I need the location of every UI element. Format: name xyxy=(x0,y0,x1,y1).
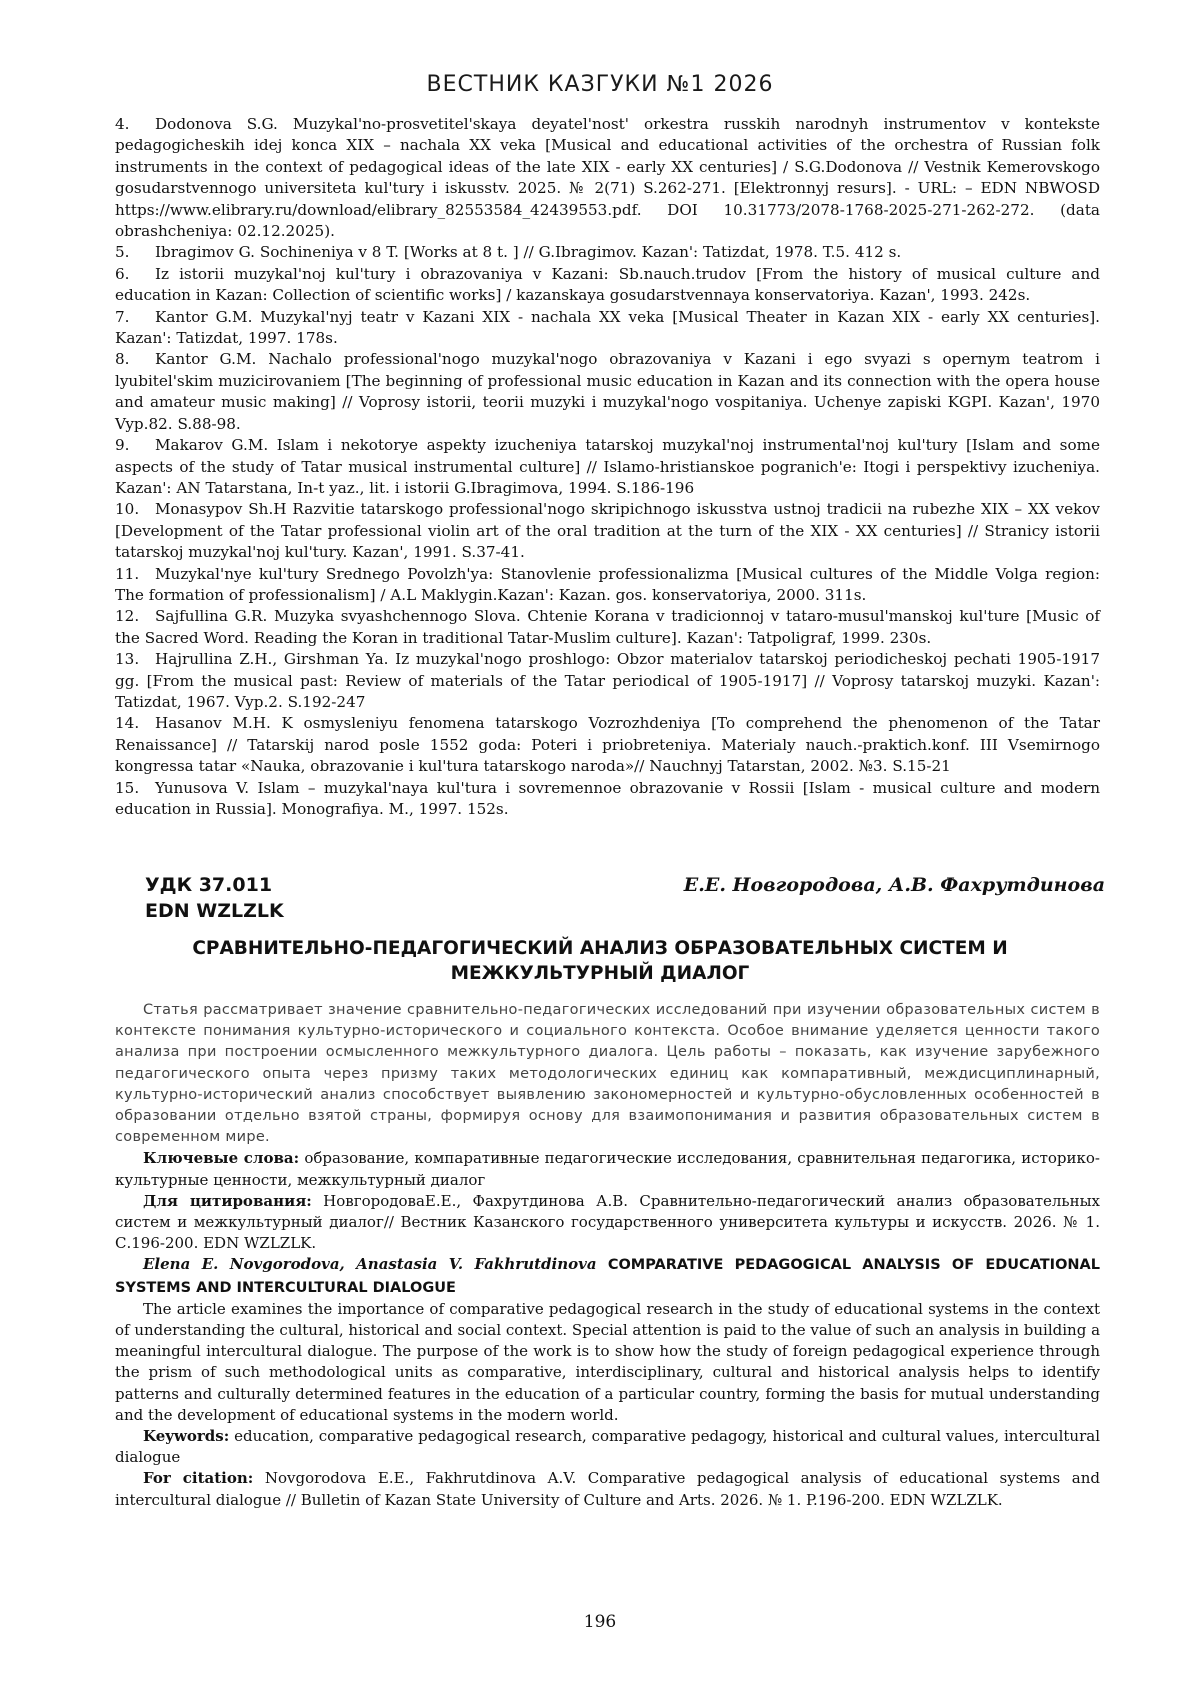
reference-number: 5. xyxy=(115,243,130,262)
reference-item xyxy=(115,606,1100,649)
reference-item xyxy=(115,564,1100,607)
reference-text: Hajrullina Z.H., Girshman Ya. Iz muzykal'nogo proshlogo: Obzor materialov tatarskoj periodicheskoj pechati 1905-1917 gg. [From the musical past: Review of materials of the Tatar periodical of 1905-1917] // Voprosy tatarskoj muzyki. Kazan': Tatizdat, 1967. Vyp.2. S.192-247 xyxy=(115,650,1100,711)
reference-number: 9. xyxy=(115,436,130,455)
reference-item xyxy=(115,242,1100,263)
reference-item xyxy=(115,114,1100,242)
reference-text: Kantor G.M. Nachalo professional'nogo muzykal'nogo obrazovaniya v Kazani i ego svyazi s opernym teatrom i lyubitel'skim muzicirovaniem [The beginning of professional music education in Kazan and its connection with the opera house and amateur music making] // Voprosy istorii, teorii muzyki i muzykal'nogo vospitaniya. Uchenye zapiski KGPI. Kazan', 1970 Vyp.82. S.88-98. xyxy=(115,350,1100,433)
reference-list xyxy=(115,114,1100,820)
reference-number: 15. xyxy=(115,778,140,797)
reference-item xyxy=(115,349,1100,435)
keywords-ru xyxy=(115,1148,1100,1190)
keywords-ru-text: образование, компаративные педагогические исследования, сравнительная педагогика, историко-культурные ценности, межкультурный диалог xyxy=(115,1149,1100,1189)
abstract-ru: Статья рассматривает значение сравнительно-педагогических исследований при изучении образовательных систем в контексте понимания культурно-исторического и социального контекста. Особое внимание уделяется ценности такого анализа при построении осмысленного межкультурного диалога. Цель работы – показать, как изучение зарубежного педагогического опыта через призму таких методологических единиц как компаративный, междисциплинарный, культурно-исторический анализ способствует выявлению закономерностей и культурно-обусловленных особенностей в образовании отдельно взятой страны, формируя основу для взаимопонимания и развития образовательных систем в современном мире. xyxy=(115,1002,1100,1146)
reference-text: Ibragimov G. Sochineniya v 8 T. [Works at 8 t. ] // G.Ibragimov. Kazan': Tatizdat, 1978. T.5. 412 s. xyxy=(155,243,902,262)
reference-number: 11. xyxy=(115,564,140,583)
abstract-block xyxy=(115,1000,1100,1511)
reference-number: 8. xyxy=(115,350,130,369)
reference-text: Monasypov Sh.H Razvitie tatarskogo professional'nogo skripichnogo iskusstva ustnoj tradicii na rubezhe XIX – XX vekov [Development of the Tatar professional violin art of the oral tradition at the turn of the XIX - XX centuries] // Stranicy istorii tatarskoj muzykal'noj kul'tury. Kazan', 1991. S.37-41. xyxy=(115,500,1100,562)
reference-item xyxy=(115,649,1100,713)
reference-number: 13. xyxy=(115,650,140,669)
keywords-en xyxy=(115,1426,1100,1468)
keywords-en-label: Keywords: xyxy=(143,1427,230,1446)
citation-en-label: For citation: xyxy=(143,1469,254,1488)
reference-number: 12. xyxy=(115,607,140,626)
edn-code: EDN WZLZLK xyxy=(145,900,284,922)
article-authors: Е.Е. Новгородова, А.В. Фахрутдинова xyxy=(683,874,1105,896)
citation-en-text: Novgorodova E.E., Fakhrutdinova A.V. Comparative pedagogical analysis of educational systems and intercultural dialogue // Bulletin of Kazan State University of Culture and Arts. 2026. № 1. P.196-200. EDN WZLZLK. xyxy=(115,1469,1100,1509)
reference-item xyxy=(115,307,1100,350)
reference-text: Kantor G.M. Muzykal'nyj teatr v Kazani XIX - nachala XX veka [Musical Theater in Kazan XIX - early XX centuries]. Kazan': Tatizdat, 1997. 178s. xyxy=(115,307,1100,348)
reference-item xyxy=(115,264,1100,307)
udk-code: УДК 37.011 xyxy=(145,874,273,896)
reference-text: Iz istorii muzykal'noj kul'tury i obrazovaniya v Kazani: Sb.nauch.trudov [From the history of musical culture and education in Kazan: Collection of scientific works] / kazanskaya gosudarstvennaya konservatoriya. Kazan', 1993. 242s. xyxy=(115,264,1100,305)
reference-text: Muzykal'nye kul'tury Srednego Povolzh'ya: Stanovlenie professionalizma [Musical cultures of the Middle Volga region: The formation of professionalism] / A.L Maklygin.Kazan': Kazan. gos. konservatoriya, 2000. 311s. xyxy=(115,564,1100,604)
abstract-en: The article examines the importance of comparative pedagogical research in the study of educational systems in the context of understanding the cultural, historical and social context. Special attention is paid to the value of such an analysis in building a meaningful intercultural dialogue. The purpose of the work is to show how the study of foreign pedagogical experience through the prism of such methodological units as comparative, interdisciplinary, cultural and historical analysis helps to identify patterns and culturally determined features in the education of a particular country, forming the basis for mutual understanding and the development of educational systems in the modern world. xyxy=(115,1299,1101,1424)
english-authors: Elena E. Novgorodova, Anastasia V. Fakhrutdinova xyxy=(143,1255,597,1274)
reference-item xyxy=(115,499,1100,563)
reference-text: Dodonova S.G. Muzykal'no-prosvetitel'skaya deyatel'nost' orkestra russkih narodnyh instrumentov v kontekste pedagogicheskih idej konca XIX – nachala XX veka [Musical and educational activities of the orchestra of Russian folk instruments in the context of pedagogical ideas of the late XIX - early XX centuries] / S.G.Dodonova // Vestnik Kemerovskogo gosudarstvennogo universiteta kul'tury i iskusstv. 2025. № 2(71) S.262-271. [Elektronnyj resurs]. - URL: – EDN NBWOSD https://www.elibrary.ru/download/elibrary_82553584_42439553.pdf. DOI 10.31773/2078-1768-2025-271-262-272. (data obrashcheniya: 02.12.2025). xyxy=(115,115,1100,241)
reference-text: Makarov G.M. Islam i nekotorye aspekty izucheniya tatarskoj muzykal'noj instrumental'noj kul'tury [Islam and some aspects of the study of Tatar musical instrumental culture] // Islamo-hristianskoe pogranich'e: Itogi i perspektivy izucheniya. Kazan': AN Tatarstana, In-t yaz., lit. i istorii G.Ibragimova, 1994. S.186-196 xyxy=(115,436,1100,497)
reference-number: 14. xyxy=(115,714,140,733)
citation-en xyxy=(115,1468,1100,1510)
page-number: 196 xyxy=(583,1612,617,1632)
citation-ru xyxy=(115,1191,1100,1255)
reference-number: 6. xyxy=(115,264,130,283)
keywords-en-text: education, comparative pedagogical research, comparative pedagogy, historical and cultural values, intercultural dialogue xyxy=(115,1427,1100,1467)
keywords-ru-label: Ключевые слова: xyxy=(143,1149,300,1168)
reference-text: Yunusova V. Islam – muzykal'naya kul'tura i sovremennoe obrazovanie v Rossii [Islam - musical culture and modern education in Russia]. Monografiya. M., 1997. 152s. xyxy=(115,778,1100,818)
english-heading xyxy=(115,1254,1100,1298)
reference-text: Hasanov M.H. K osmysleniyu fenomena tatarskogo Vozrozhdeniya [To comprehend the phenomenon of the Tatar Renaissance] // Tatarskij narod posle 1552 goda: Poteri i priobreteniya. Materialy nauch.-praktich.konf. III Vsemirnogo kongressa tatar «Nauka, obrazovanie i kul'tura tatarskogo naroda»// Nauchnyj Tatarstan, 2002. №3. S.15-21 xyxy=(115,714,1100,776)
reference-item xyxy=(115,713,1100,777)
article-title: СРАВНИТЕЛЬНО-ПЕДАГОГИЧЕСКИЙ АНАЛИЗ ОБРАЗОВАТЕЛЬНЫХ СИСТЕМ И МЕЖКУЛЬТУРНЫЙ ДИАЛОГ xyxy=(192,938,1008,984)
reference-number: 4. xyxy=(115,115,130,133)
reference-text: Sajfullina G.R. Muzyka svyashchennogo Slova. Chtenie Korana v tradicionnoj v tataro-musul'manskoj kul'ture [Music of the Sacred Word. Reading the Koran in traditional Tatar-Muslim culture]. Kazan': Tatpoligraf, 1999. 230s. xyxy=(115,607,1100,647)
english-title: COMPARATIVE PEDAGOGICAL ANALYSIS OF EDUCATIONAL SYSTEMS AND INTERCULTURAL DIALOGUE xyxy=(115,1257,1101,1296)
citation-ru-text: НовгородоваЕ.Е., Фахрутдинова А.В. Сравнительно-педагогический анализ образовательных систем и межкультурный диалог// Вестник Казанского государственного университета культуры и искусств. 2026. № 1. С.196-200. EDN WZLZLK. xyxy=(115,1191,1100,1253)
reference-item xyxy=(115,435,1100,499)
reference-item xyxy=(115,778,1100,821)
journal-header: ВЕСТНИК КАЗГУКИ №1 2026 xyxy=(426,72,774,97)
reference-number: 10. xyxy=(115,500,140,519)
citation-ru-label: Для цитирования: xyxy=(143,1191,312,1210)
reference-number: 7. xyxy=(115,307,130,326)
